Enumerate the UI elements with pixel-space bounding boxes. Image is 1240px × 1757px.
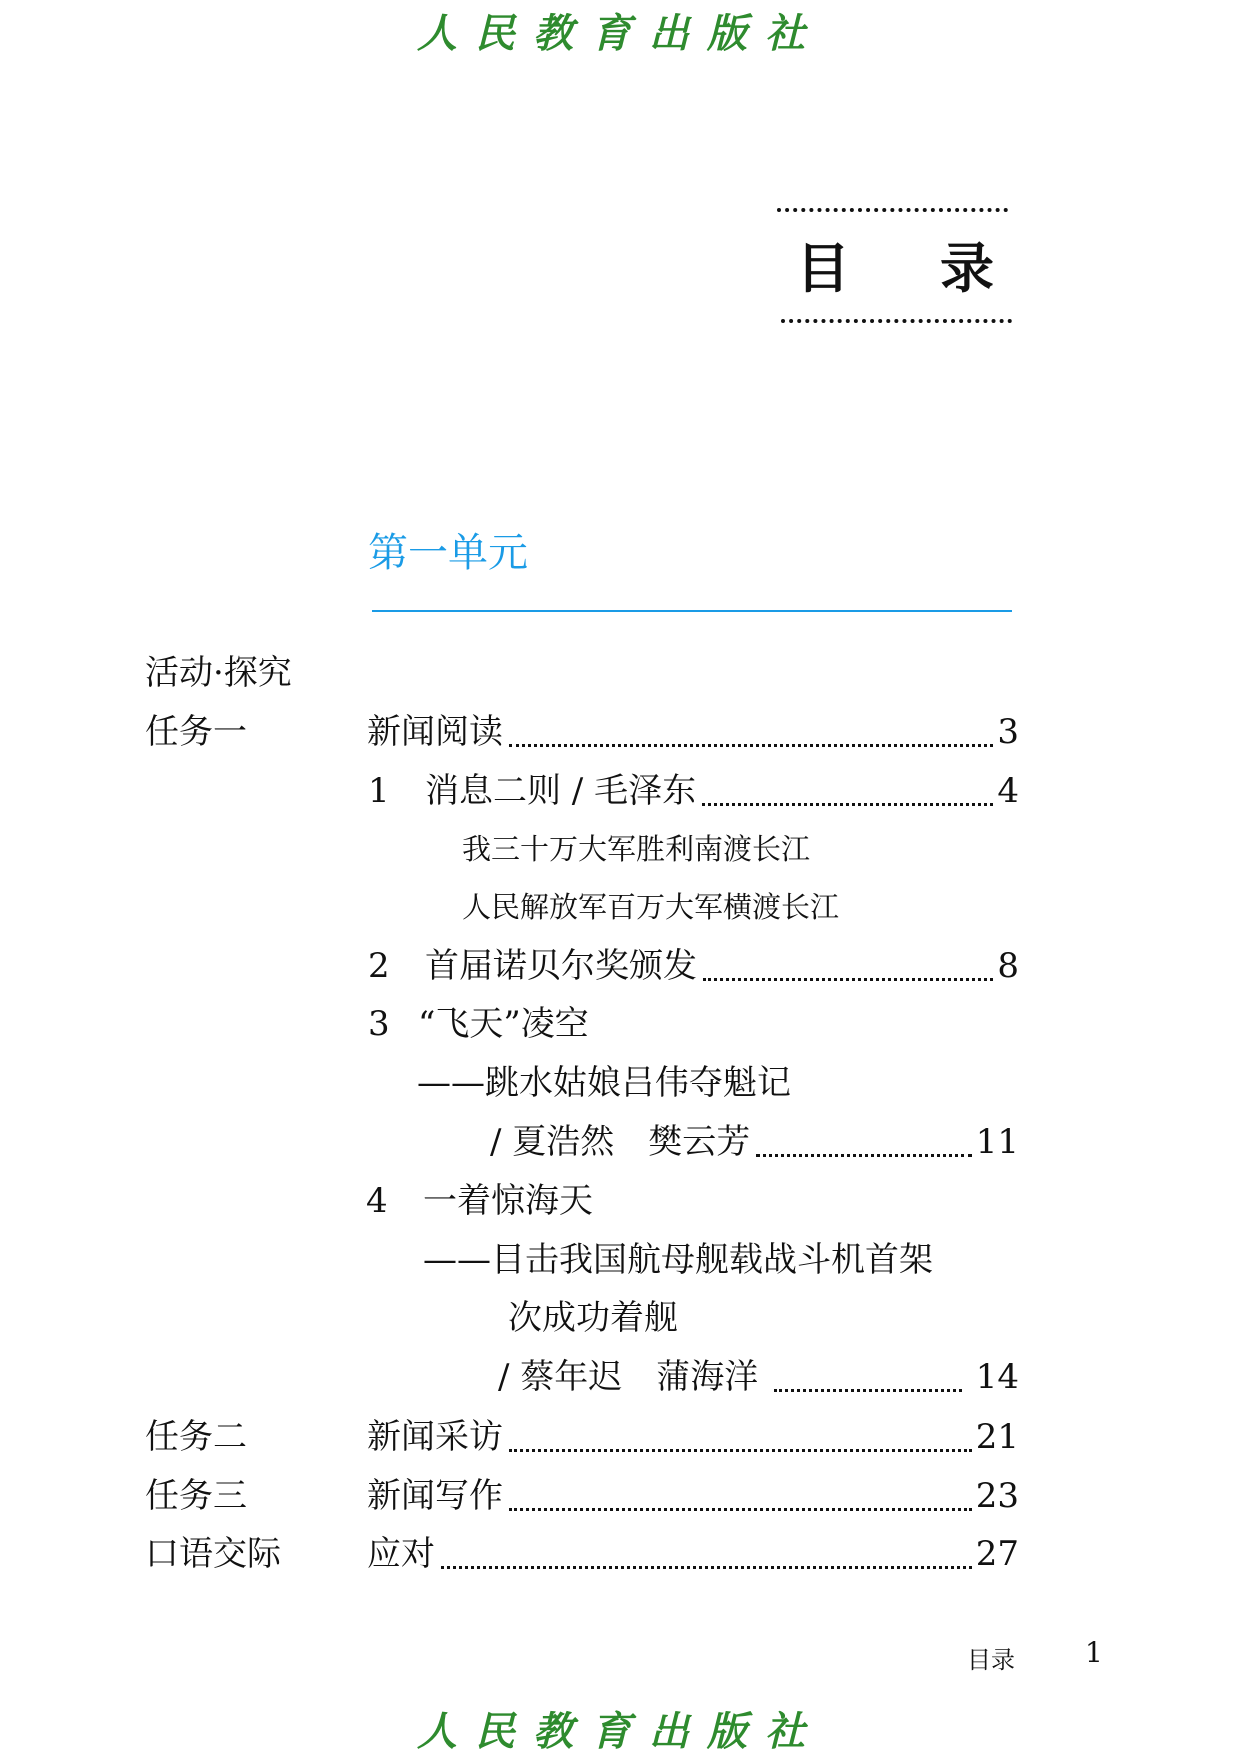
dot-leader <box>509 1508 972 1511</box>
toc-entry-title: 应对 <box>367 1534 435 1574</box>
toc-entry-author: / 蔡年迟 蒲海洋 <box>498 1357 759 1397</box>
toc-row-continuation <box>0 1293 1240 1343</box>
page-number: 1 <box>1085 1636 1103 1669</box>
toc-entry[interactable] <box>367 1412 1019 1462</box>
running-footer-label: 目录 <box>967 1646 1015 1674</box>
toc-entry-subtitle: ——目击我国航母舰载战斗机首架 <box>423 1240 933 1280</box>
toc-row-author[interactable] <box>0 1352 1240 1402</box>
toc-entry[interactable] <box>425 766 1019 816</box>
toc-lesson-number: 1 <box>368 771 390 811</box>
toc-category: 任务二 <box>145 1417 247 1457</box>
toc-row[interactable] <box>0 1412 1240 1462</box>
dot-leader <box>509 1449 972 1452</box>
dot-leader <box>774 1389 961 1392</box>
toc-entry-author: / 夏浩然 樊云芳 <box>490 1122 751 1162</box>
toc-entry-subtitle: 次成功着舰 <box>508 1298 678 1338</box>
unit-divider <box>372 610 1012 612</box>
toc-entry-title[interactable]: 一着惊海天 <box>423 1181 593 1221</box>
toc-page-number: 3 <box>997 712 1019 752</box>
toc-entry-title[interactable]: “飞天”凌空 <box>418 1004 589 1044</box>
unit-heading: 第一单元 <box>368 530 528 576</box>
toc-entry-subtitle: ——跳水姑娘吕伟夺魁记 <box>417 1063 791 1103</box>
dot-leader <box>702 803 993 806</box>
toc-entry[interactable] <box>367 707 1019 757</box>
dot-leader <box>441 1566 972 1569</box>
page-title-char-2: 录 <box>940 236 994 300</box>
dot-leader <box>756 1154 971 1157</box>
toc-entry-title: 首届诺贝尔奖颁发 <box>425 946 697 986</box>
toc-subentry[interactable]: 我三十万大军胜利南渡长江 <box>462 832 811 866</box>
toc-subentry[interactable]: 人民解放军百万大军横渡长江 <box>462 890 840 924</box>
toc-lesson-number: 3 <box>368 1004 390 1044</box>
toc-row[interactable] <box>0 1529 1240 1579</box>
toc-entry[interactable] <box>490 1117 1019 1167</box>
publisher-logo-bottom: 人民教育出版社 <box>417 1708 823 1755</box>
toc-subentry-row[interactable] <box>0 882 1240 932</box>
toc-entry[interactable] <box>367 1471 1019 1521</box>
toc-entry-title: 消息二则 / 毛泽东 <box>425 771 697 811</box>
toc-page-number: 27 <box>975 1534 1019 1574</box>
toc-lesson-number: 4 <box>366 1181 388 1221</box>
page-title-char-1: 目 <box>796 236 850 300</box>
toc-category: 口语交际 <box>145 1534 281 1574</box>
dot-leader <box>509 744 993 747</box>
toc-section-header <box>0 648 1240 698</box>
toc-subentry-row[interactable] <box>0 824 1240 874</box>
toc-row[interactable] <box>0 1176 1240 1226</box>
toc-page-number: 14 <box>975 1357 1019 1397</box>
toc-row-continuation <box>0 1235 1240 1285</box>
toc-row-continuation <box>0 1058 1240 1108</box>
toc-entry-title: 新闻写作 <box>367 1476 503 1516</box>
toc-entry-title: 新闻采访 <box>367 1417 503 1457</box>
toc-row[interactable] <box>0 999 1240 1049</box>
toc-page-number: 21 <box>975 1417 1019 1457</box>
dot-leader <box>703 978 993 981</box>
title-divider-top <box>777 208 1008 212</box>
toc-lesson-number: 2 <box>368 946 390 986</box>
toc-page-number: 8 <box>997 946 1019 986</box>
toc-row[interactable] <box>0 766 1240 816</box>
toc-row-author[interactable] <box>0 1117 1240 1167</box>
toc-entry-title: 新闻阅读 <box>367 712 503 752</box>
title-divider-bottom <box>781 319 1012 323</box>
toc-entry[interactable] <box>498 1352 1019 1402</box>
toc-row[interactable] <box>0 707 1240 757</box>
toc-category: 任务三 <box>145 1476 247 1516</box>
publisher-logo-top: 人民教育出版社 <box>417 10 823 57</box>
toc-category: 任务一 <box>145 712 247 752</box>
toc-page-number: 23 <box>975 1476 1019 1516</box>
toc-row[interactable] <box>0 941 1240 991</box>
page-title <box>790 236 1010 300</box>
toc-category: 活动·探究 <box>145 653 292 693</box>
toc-page-number: 4 <box>997 771 1019 811</box>
toc-entry[interactable] <box>367 1529 1019 1579</box>
toc-entry[interactable] <box>425 941 1019 991</box>
toc-row[interactable] <box>0 1471 1240 1521</box>
toc-page-number: 11 <box>975 1122 1019 1162</box>
